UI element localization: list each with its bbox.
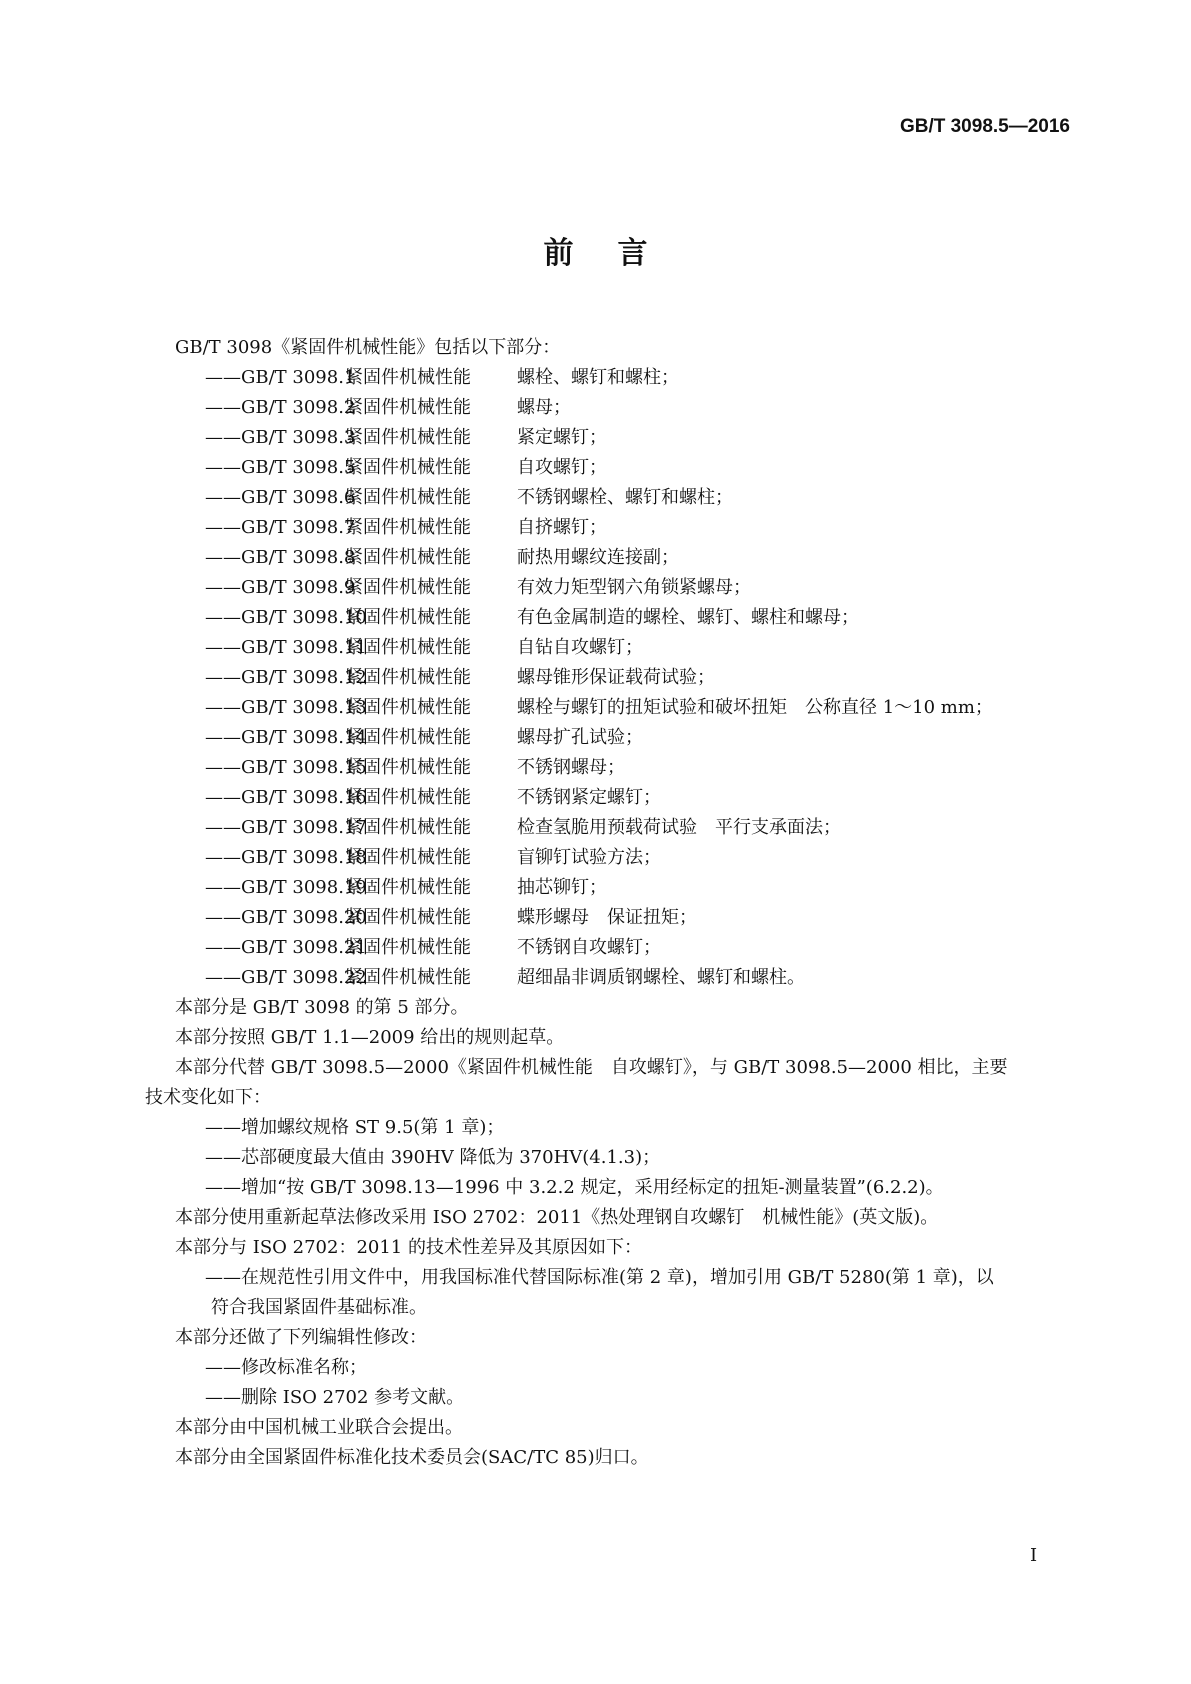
part-list-item (175, 663, 1068, 693)
part-topic: 紧固件机械性能 (345, 967, 471, 988)
part-topic: 紧固件机械性能 (345, 787, 471, 808)
part-list-item (175, 423, 1068, 453)
editorial-item: ——修改标准名称； (205, 1357, 367, 1378)
part-list-item (175, 903, 1068, 933)
part-list-item (175, 753, 1068, 783)
part-topic: 紧固件机械性能 (345, 697, 471, 718)
part-list-item (175, 693, 1068, 723)
document-body (145, 333, 1068, 1473)
part-topic: 紧固件机械性能 (345, 757, 471, 778)
part-description: 螺母锥形保证载荷试验； (517, 667, 715, 688)
intro-paragraph: GB/T 3098《紧固件机械性能》包括以下部分： (175, 337, 561, 358)
part-standard-code: ——GB/T 3098.21 (205, 937, 367, 958)
part-description: 抽芯铆钉； (517, 877, 607, 898)
part-description: 不锈钢紧定螺钉； (517, 787, 661, 808)
part-standard-code: ——GB/T 3098.16 (205, 787, 367, 808)
part-standard-code: ——GB/T 3098.2 (205, 397, 356, 418)
change-item: ——增加“按 GB/T 3098.13—1996 中 3.2.2 规定，采用经标定的扭矩-测量装置”(6.2.2)。 (205, 1177, 944, 1198)
part-description: 不锈钢螺栓、螺钉和螺柱； (517, 487, 733, 508)
part-standard-code: ——GB/T 3098.1 (205, 367, 356, 388)
part-topic: 紧固件机械性能 (345, 637, 471, 658)
part-topic: 紧固件机械性能 (345, 397, 471, 418)
part-topic: 紧固件机械性能 (345, 367, 471, 388)
part-standard-code: ——GB/T 3098.8 (205, 547, 356, 568)
part-list-item (175, 453, 1068, 483)
part-list-item (175, 543, 1068, 573)
adoption-paragraph: 本部分使用重新起草法修改采用 ISO 2702：2011《热处理钢自攻螺钉 机械性能》(英文版)。 (175, 1207, 939, 1228)
part-topic: 紧固件机械性能 (345, 607, 471, 628)
parts-list (175, 363, 1068, 993)
part-topic: 紧固件机械性能 (345, 547, 471, 568)
part-standard-code: ——GB/T 3098.18 (205, 847, 367, 868)
part-topic: 紧固件机械性能 (345, 517, 471, 538)
part-topic: 紧固件机械性能 (345, 907, 471, 928)
editorial-paragraph: 本部分还做了下列编辑性修改： (175, 1327, 427, 1348)
change-item: ——增加螺纹规格 ST 9.5(第 1 章)； (205, 1117, 505, 1138)
part-description: 耐热用螺纹连接副； (517, 547, 679, 568)
part-list-item (175, 813, 1068, 843)
part-list-item (175, 783, 1068, 813)
part-description: 有效力矩型钢六角锁紧螺母； (517, 577, 751, 598)
part-description: 检查氢脆用预载荷试验 平行支承面法； (517, 817, 841, 838)
part-standard-code: ——GB/T 3098.17 (205, 817, 367, 838)
part-description: 蝶形螺母 保证扭矩； (517, 907, 697, 928)
drafting-paragraph: 本部分按照 GB/T 1.1—2009 给出的规则起草。 (175, 1027, 565, 1048)
part-list-item (175, 873, 1068, 903)
part-standard-code: ——GB/T 3098.12 (205, 667, 367, 688)
page-number: I (1030, 1545, 1038, 1566)
part-topic: 紧固件机械性能 (345, 667, 471, 688)
centralized-by-paragraph: 本部分由全国紧固件标准化技术委员会(SAC/TC 85)归口。 (175, 1447, 649, 1468)
part-list-item (175, 933, 1068, 963)
part-list-item (175, 963, 1068, 993)
part-standard-code: ——GB/T 3098.10 (205, 607, 367, 628)
replaces-paragraph-line1: 本部分代替 GB/T 3098.5—2000《紧固件机械性能 自攻螺钉》，与 GB/T 3098.5—2000 相比，主要 (175, 1057, 1008, 1078)
proposed-by-paragraph: 本部分由中国机械工业联合会提出。 (175, 1417, 463, 1438)
part-list-item (175, 603, 1068, 633)
part-description: 螺母； (517, 397, 571, 418)
standard-code-header: GB/T 3098.5—2016 (899, 116, 1070, 137)
part-list-item (175, 513, 1068, 543)
part-description: 螺栓、螺钉和螺柱； (517, 367, 679, 388)
replaces-paragraph-line2: 技术变化如下： (145, 1087, 271, 1108)
part-list-item (175, 633, 1068, 663)
part-standard-code: ——GB/T 3098.14 (205, 727, 367, 748)
part-description: 不锈钢螺母； (517, 757, 625, 778)
part-description: 不锈钢自攻螺钉； (517, 937, 661, 958)
difference-item-line1: ——在规范性引用文件中，用我国标准代替国际标准(第 2 章)，增加引用 GB/T 5280(第 1 章)，以 (205, 1267, 994, 1288)
part-list-item (175, 843, 1068, 873)
part-standard-code: ——GB/T 3098.22 (205, 967, 367, 988)
part-description: 螺母扩孔试验； (517, 727, 643, 748)
part-topic: 紧固件机械性能 (345, 457, 471, 478)
part-standard-code: ——GB/T 3098.3 (205, 427, 356, 448)
change-item: ——芯部硬度最大值由 390HV 降低为 370HV(4.1.3)； (205, 1147, 661, 1168)
part-standard-code: ——GB/T 3098.19 (205, 877, 367, 898)
part-description: 盲铆钉试验方法； (517, 847, 661, 868)
page-title: 前言 (543, 236, 692, 271)
part-topic: 紧固件机械性能 (345, 427, 471, 448)
part-description: 超细晶非调质钢螺栓、螺钉和螺柱。 (517, 967, 805, 988)
editorial-item: ——删除 ISO 2702 参考文献。 (205, 1387, 465, 1408)
part-standard-code: ——GB/T 3098.20 (205, 907, 367, 928)
part-standard-code: ——GB/T 3098.6 (205, 487, 356, 508)
part-standard-code: ——GB/T 3098.11 (205, 637, 367, 658)
part-standard-code: ——GB/T 3098.7 (205, 517, 356, 538)
part-of-paragraph: 本部分是 GB/T 3098 的第 5 部分。 (175, 997, 469, 1018)
part-topic: 紧固件机械性能 (345, 577, 471, 598)
part-description: 自钻自攻螺钉； (517, 637, 643, 658)
part-standard-code: ——GB/T 3098.15 (205, 757, 367, 778)
difference-item-line2: 符合我国紧固件基础标准。 (211, 1297, 427, 1318)
part-topic: 紧固件机械性能 (345, 847, 471, 868)
part-topic: 紧固件机械性能 (345, 817, 471, 838)
part-standard-code: ——GB/T 3098.5 (205, 457, 356, 478)
part-description: 有色金属制造的螺栓、螺钉、螺柱和螺母； (517, 607, 859, 628)
part-list-item (175, 483, 1068, 513)
part-description: 螺栓与螺钉的扭矩试验和破坏扭矩 公称直径 1～10 mm； (517, 697, 993, 718)
part-list-item (175, 573, 1068, 603)
part-topic: 紧固件机械性能 (345, 727, 471, 748)
part-topic: 紧固件机械性能 (345, 877, 471, 898)
part-topic: 紧固件机械性能 (345, 937, 471, 958)
part-standard-code: ——GB/T 3098.9 (205, 577, 356, 598)
part-standard-code: ——GB/T 3098.13 (205, 697, 367, 718)
part-list-item (175, 723, 1068, 753)
part-description: 自挤螺钉； (517, 517, 607, 538)
differences-paragraph: 本部分与 ISO 2702：2011 的技术性差异及其原因如下： (175, 1237, 642, 1258)
part-description: 紧定螺钉； (517, 427, 607, 448)
part-topic: 紧固件机械性能 (345, 487, 471, 508)
part-description: 自攻螺钉； (517, 457, 607, 478)
part-list-item (175, 393, 1068, 423)
part-list-item (175, 363, 1068, 393)
